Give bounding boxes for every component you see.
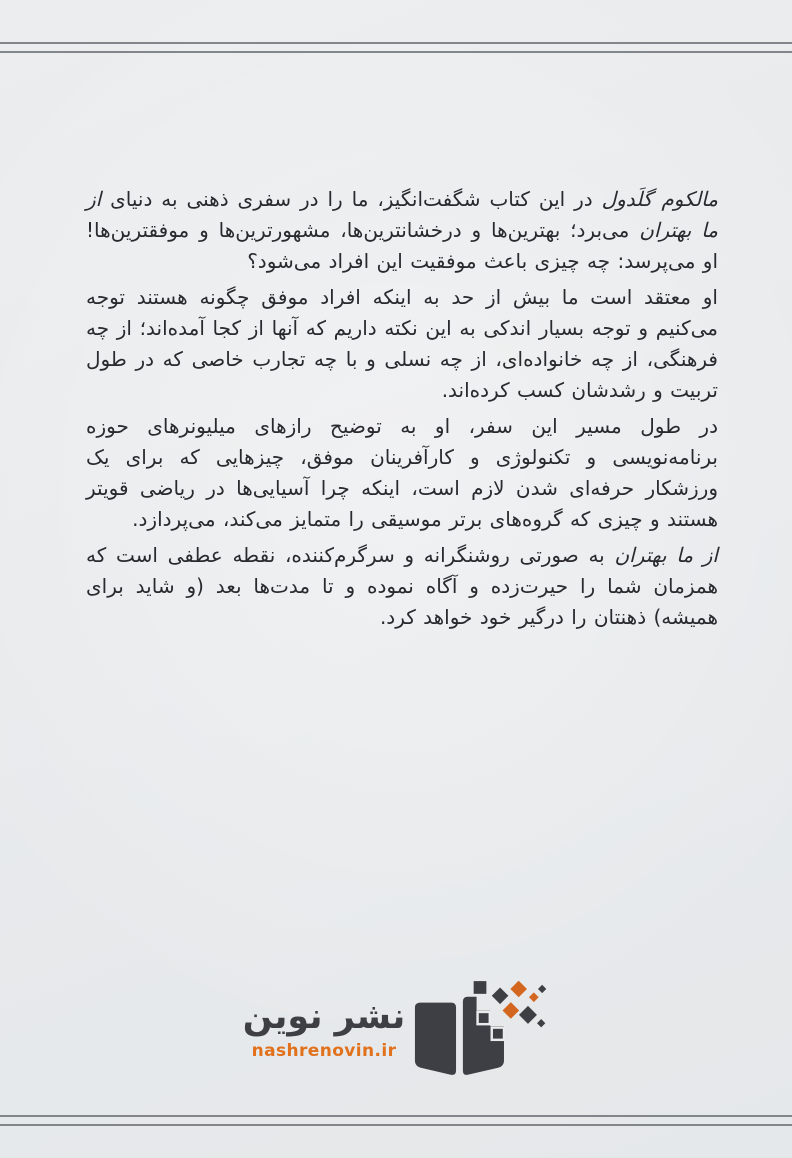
book-left-page bbox=[415, 1003, 456, 1075]
pixel-square bbox=[474, 981, 487, 994]
synopsis-paragraph-3 bbox=[86, 411, 718, 535]
pixel-square bbox=[519, 1006, 537, 1024]
pixel-square bbox=[537, 1019, 545, 1027]
pixel-square bbox=[492, 987, 509, 1004]
open-book-pixels-icon bbox=[412, 981, 549, 1083]
bottom-border-inner-rule bbox=[0, 1115, 792, 1117]
book-title-text: از ما بهتران bbox=[614, 543, 718, 567]
author-name-text: مالکوم گلَدول bbox=[601, 187, 718, 211]
top-border-inner-rule bbox=[0, 51, 792, 53]
publisher-website: nashrenovin.ir bbox=[251, 1040, 397, 1061]
paragraph-text: در طول مسیر این سفر، او به توضیح رازهای میلیونرهای حوزه برنامه‌نویسی و تکنولوژی و کارآفرینان موفق، چیزهایی که برای یک ورزشکار حرفه‌ای شدن لازم است، اینکه چرا آسیایی‌ها در ریاضی قویتر هستند و چیزی که گروه‌های برتر موسیقی را متمایز می‌کند، می‌پردازد. bbox=[86, 414, 718, 531]
pixel-square-orange bbox=[529, 992, 539, 1002]
synopsis-paragraph-4 bbox=[86, 540, 718, 633]
top-border-outer-rule bbox=[0, 42, 792, 44]
pixel-square bbox=[478, 1012, 490, 1024]
publisher-logo bbox=[0, 981, 792, 1083]
pixel-square-orange bbox=[503, 1002, 520, 1019]
synopsis-text-block bbox=[86, 184, 718, 638]
synopsis-paragraph-2 bbox=[86, 282, 718, 406]
paragraph-text: به صورتی روشنگرانه و سرگرم‌کننده، نقطه عطفی است که همزمان شما را حیرت‌زده و آگاه نموده و تا مدت‌ها بعد (و شاید برای همیشه) ذهنتان را درگیر خود خواهد کرد. bbox=[86, 543, 718, 629]
paragraph-text: در این کتاب شگفت‌انگیز، ما را در سفری ذهنی به دنیای bbox=[101, 187, 602, 211]
paragraph-text: می‌برد؛ بهترین‌ها و درخشانترین‌ها، مشهورترین‌ها و موفقترین‌ها! او می‌پرسد: چه چیزی باعث موفقیت این افراد می‌شود؟ bbox=[86, 218, 718, 273]
pixel-square bbox=[492, 1028, 504, 1040]
publisher-wordmark bbox=[243, 998, 405, 1061]
pixel-square bbox=[538, 985, 546, 993]
publisher-name: نشر نوین bbox=[242, 997, 406, 1037]
bottom-border-outer-rule bbox=[0, 1124, 792, 1126]
book-title-text: از ما بهتران bbox=[86, 187, 719, 242]
synopsis-paragraph-1 bbox=[86, 184, 718, 277]
pixel-square-orange bbox=[511, 981, 528, 997]
paragraph-text: او معتقد است ما بیش از حد به اینکه افراد موفق چگونه هستند توجه می‌کنیم و توجه بسیار اندکی به این نکته داریم که آنها از کجا آمده‌اند؛ از چه فرهنگی، از چه خانواده‌ای، از چه نسلی و با چه تجارب خاصی که در طول تربیت و رشدشان کسب کرده‌اند. bbox=[86, 285, 718, 402]
